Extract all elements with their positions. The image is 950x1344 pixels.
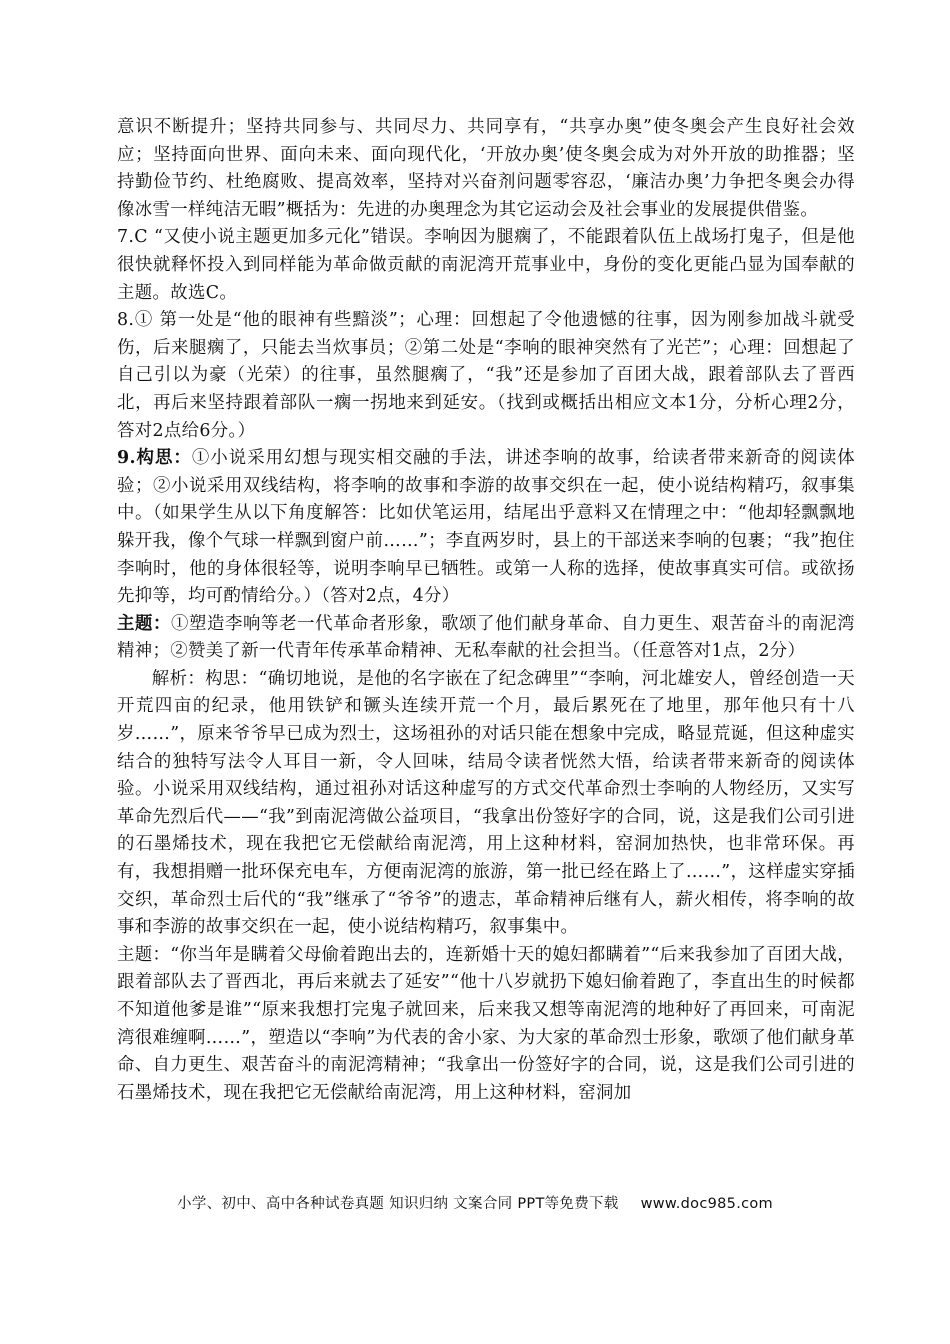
page-footer <box>0 1192 950 1213</box>
answer-6-continuation: 意识不断提升；坚持共同参与、共同尽力、共同享有，“共享办奥”使冬奥会产生良好社会效应；坚持面向世界、面向未来、面向现代化，‘开放办奥’使冬奥会成为对外开放的助推器；坚持勤俭节约、杜绝腐败、提高效率，坚持对兴奋剂问题零容忍，‘廉洁办奥’力争把冬奥会办得像冰雪一样纯洁无暇”概括为：先进的办奥理念为其它运动会及社会事业的发展提供借鉴。 <box>117 117 855 220</box>
document-body <box>117 114 855 1107</box>
answer-9-theme <box>117 611 855 666</box>
answer-9 <box>117 445 855 611</box>
answer-9-label: 9.构思： <box>117 448 192 469</box>
analysis-construct: 解析：构思：“确切地说，是他的名字嵌在了纪念碑里”“李响，河北雄安人，曾经创造一天开荒四亩的纪录，他用铁铲和镢头连续开荒一个月，最后累死在了地里，那年他只有十八岁……”，原来爷爷早已成为烈士，这场祖孙的对话只能在想象中完成，略显荒诞，但这种虚实结合的独特写法令人耳目一新，令人回味，结局令读者恍然大悟，给读者带来新奇的阅读体验。小说采用双线结构，通过祖孙对话这种虚写的方式交代革命烈士李响的人物经历，又实写革命先烈后代——“我”到南泥湾做公益项目，“我拿出份签好字的合同，说，这是我们公司引进的石墨烯技术，现在我把它无偿献给南泥湾，用上这种材料，窑洞加热快，也非常环保。再有，我想捐赠一批环保充电车，方便南泥湾的旅游，第一批已经在路上了……”，这样虚实穿插交织，革命烈士后代的“我”继承了“爷爷”的遗志，革命精神后继有人，薪火相传，将李响的故事和李游的故事交织在一起，使小说结构精巧，叙事集中。 <box>117 668 855 938</box>
footer-text: 小学、初中、高中各种试卷真题 知识归纳 文案合同 PPT等免费下载 <box>177 1196 619 1212</box>
answer-7: 7.C “又使小说主题更加多元化”错误。李响因为腿瘸了，不能跟着队伍上战场打鬼子，但是他很快就释怀投入到同样能为革命做贡献的南泥湾开荒事业中，身份的变化更能凸显为国奉献的主题。故选C。 <box>117 227 855 303</box>
analysis-theme: 主题：“你当年是瞒着父母偷着跑出去的，连新婚十天的媳妇都瞒着”“后来我参加了百团大战，跟着部队去了晋西北，再后来就去了延安”“他十八岁就扔下媳妇偷着跑了，李直出生的时候都不知道他爹是谁”“原来我想打完鬼子就回来，后来我又想等南泥湾的地种好了再回来，可南泥湾很难缠啊……”，塑造以“李响”为代表的舍小家、为大家的革命烈士形象，歌颂了他们献身革命、自力更生、艰苦奋斗的南泥湾精神；“我拿出一份签好字的合同，说，这是我们公司引进的石墨烯技术，现在我把它无偿献给南泥湾，用上这种材料，窑洞加 <box>117 944 855 1103</box>
footer-url[interactable]: www.doc985.com <box>640 1196 773 1212</box>
answer-8: 8.① 第一处是“他的眼神有些黯淡”；心理：回想起了令他遗憾的往事，因为刚参加战斗就受伤，后来腿瘸了，只能去当炊事员；②第二处是“李响的眼神突然有了光芒”；心理：回想起了自己引以为豪（光荣）的往事，虽然腿瘸了，“我”还是参加了百团大战，跟着部队去了晋西北，再后来坚持跟着部队一瘸一拐地来到延安。（找到或概括出相应文本1分，分析心理2分，答对2点给6分。） <box>117 310 855 441</box>
answer-9-text: ①小说采用幻想与现实相交融的手法，讲述李响的故事，给读者带来新奇的阅读体验；②小说采用双线结构，将李响的故事和李游的故事交织在一起，使小说结构精巧，叙事集中。（如果学生从以下角度解答：比如伏笔运用，结尾出乎意料又在情理之中：“他却轻飘飘地躲开我，像个气球一样飘到窗户前……”；李直两岁时，县上的干部送来李响的包裹；“我”抱住李响时，他的身体很轻等，说明李响早已牺牲。或第一人称的选择，使故事真实可信。或欲扬先抑等，均可酌情给分。）（答对2点，4分） <box>117 448 855 607</box>
theme-text: ①塑造李响等老一代革命者形象，歌颂了他们献身革命、自力更生、艰苦奋斗的南泥湾精神；②赞美了新一代青年传承革命精神、无私奉献的社会担当。（任意答对1点，2分） <box>117 613 855 662</box>
theme-label: 主题： <box>117 613 172 634</box>
